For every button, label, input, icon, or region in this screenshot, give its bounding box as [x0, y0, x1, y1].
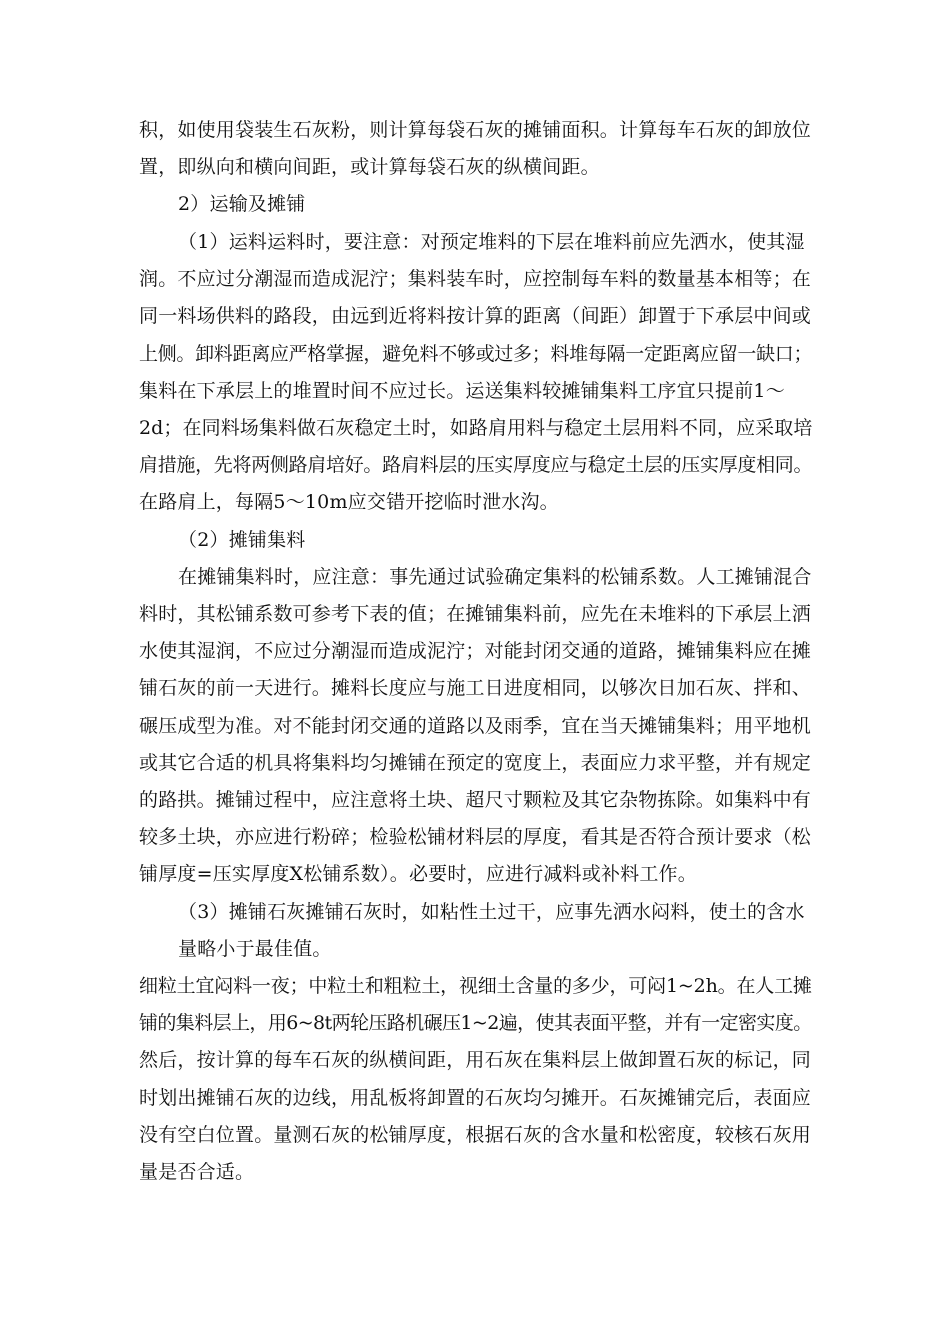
text-line: （3）摊铺石灰摊铺石灰时，如粘性土过干，应事先洒水闷料，使土的含水 — [178, 901, 805, 923]
text-line: 同一料场供料的路段，由远到近将料按计算的距离（间距）卸置于下承层中间或 — [139, 305, 812, 327]
text-line: 细粒土宜闷料一夜；中粒土和粗粒土，视细土含量的多少，可闷1~2h。在人工摊 — [139, 975, 812, 997]
text-line: 积，如使用袋装生石灰粉，则计算每袋石灰的摊铺面积。计算每车石灰的卸放位 — [139, 119, 812, 141]
text-line: 肩措施，先将两侧路肩培好。路肩料层的压实厚度应与稳定土层的压实厚度相同。 — [139, 454, 813, 476]
text-line: 集料在下承层上的堆置时间不应过长。运送集料较摊铺集料工序宜只提前1〜 — [139, 380, 785, 402]
text-line: 铺的集料层上，用6~8t两轮压路机碾压1~2遍，使其表面平整，并有一定密实度。 — [139, 1012, 812, 1034]
text-line: （1）运料运料时，要注意：对预定堆料的下层在堆料前应先洒水，使其湿 — [178, 231, 805, 253]
text-line: 量略小于最佳值。 — [178, 938, 332, 960]
text-line: 碾压成型为准。对不能封闭交通的道路以及雨季，宜在当天摊铺集料；用平地机 — [139, 715, 812, 737]
text-line: 没有空白位置。量测石灰的松铺厚度，根据石灰的含水量和松密度，较核石灰用 — [139, 1124, 812, 1146]
text-line: 铺厚度=压实厚度X松铺系数）。必要时，应进行减料或补料工作。 — [139, 863, 697, 885]
text-line: 在摊铺集料时，应注意：事先通过试验确定集料的松铺系数。人工摊铺混合 — [178, 566, 812, 588]
section-heading: 2）运输及摊铺 — [178, 193, 306, 215]
text-line: 2d；在同料场集料做石灰稳定土时，如路肩用料与稳定土层用料不同，应采取培 — [139, 417, 813, 439]
text-line: 上侧。卸料距离应严格掌握，避免料不够或过多；料堆每隔一定距离应留一缺口； — [139, 343, 813, 365]
text-line: 置，即纵向和横向间距，或计算每袋石灰的纵横间距。 — [139, 156, 600, 178]
text-line: 润。不应过分潮湿而造成泥泞；集料装车时，应控制每车料的数量基本相等；在 — [139, 268, 812, 290]
text-line: 水使其湿润，不应过分潮湿而造成泥泞；对能封闭交通的道路，摊铺集料应在摊 — [139, 640, 812, 662]
text-line: 量是否合适。 — [139, 1161, 255, 1183]
text-line: 的路拱。摊铺过程中，应注意将土块、超尺寸颗粒及其它杂物拣除。如集料中有 — [139, 789, 812, 811]
text-line: 在路肩上，每隔5〜10m应交错开挖临时泄水沟。 — [139, 491, 559, 513]
text-line: 料时，其松铺系数可参考下表的值；在摊铺集料前，应先在未堆料的下承层上洒 — [139, 603, 812, 625]
text-line: 时划出摊铺石灰的边线，用乱板将卸置的石灰均匀摊开。石灰摊铺完后，表面应 — [139, 1087, 812, 1109]
text-line: 或其它合适的机具将集料均匀摊铺在预定的宽度上，表面应力求平整，并有规定 — [139, 752, 812, 774]
section-heading: （2）摊铺集料 — [178, 529, 306, 551]
text-line: 然后，按计算的每车石灰的纵横间距，用石灰在集料层上做卸置石灰的标记，同 — [139, 1049, 812, 1071]
text-line: 较多土块，亦应进行粉碎；检验松铺材料层的厚度，看其是否符合预计要求（松 — [139, 826, 812, 848]
text-line: 铺石灰的前一天进行。摊料长度应与施工日进度相同，以够次日加石灰、拌和、 — [139, 677, 812, 699]
